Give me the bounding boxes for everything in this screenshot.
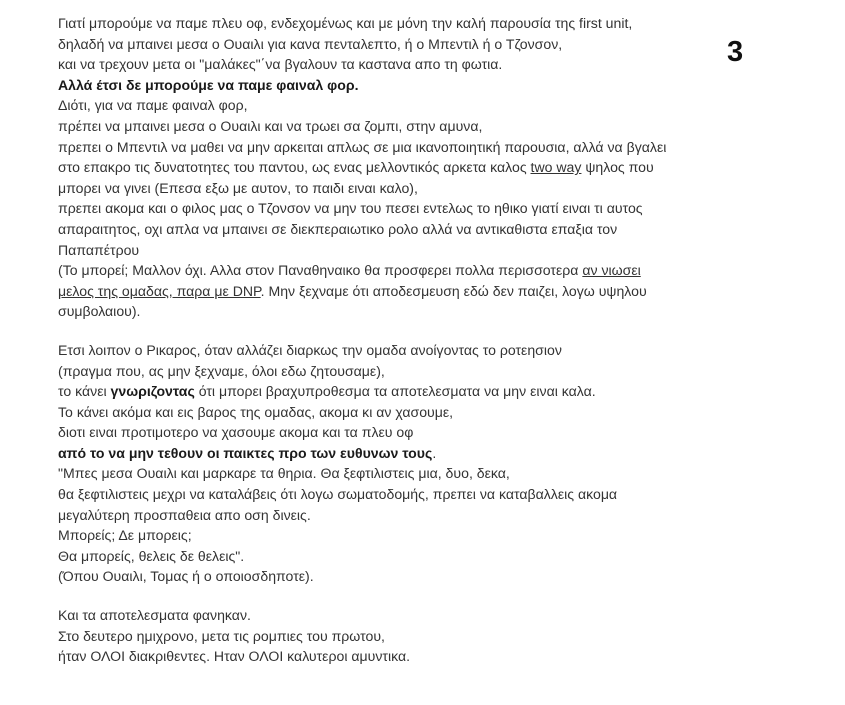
- text-run: πρεπει ακομα και ο φιλος μας ο Τζονσον να μην του πεσει εντελως το ηθικο γιατί ειναι τι αυτος απαραιτητος, οχι απλα να μπαινει σε διεκπεραιωτικο ρολο αλλά να αντικαθιστα επαξια τον Παπαπέτρου: [58, 200, 643, 258]
- paragraph: [58, 340, 668, 587]
- text-run: ήταν ΟΛΟΙ διακριθεντες. Ηταν ΟΛΟΙ καλυτεροι αμυντικα.: [58, 648, 411, 665]
- text-line: [58, 198, 668, 260]
- text-run: το κάνει: [58, 383, 111, 400]
- text-run: πρεπει ο Μπεντιλ να μαθει να μην αρκειται απλως σε μια ικανοποιητική παρουσια, αλλά να βγαλει στο επακρο τις δυνατοτητες του παντου, ως ενας μελλοντικός αρκετα καλος: [58, 138, 667, 176]
- text-run: δηλαδή να μπαινει μεσα ο Ουαιλι για κανα πενταλεπτο, ή ο Μπεντιλ ή ο Τζονσον,: [58, 35, 563, 52]
- text-run: Γιατί μπορούμε να παμε πλευ οφ, ενδεχομένως και με μόνη την καλή παρουσία της first unit,: [58, 15, 633, 31]
- text-run: "Μπες μεσα Ουαιλι και μαρκαρε τα θηρια. Θα ξεφτιλιστεις μια, δυο, δεκα,: [58, 465, 510, 482]
- text-run: Το κάνει ακόμα και εις βαρος της ομαδας, ακομα κι αν χασουμε,: [58, 403, 454, 420]
- text-line: [58, 626, 668, 647]
- bold-text: γνωριζοντας: [110, 383, 195, 400]
- text-run: Θα μπορείς, θελεις δε θελεις".: [58, 547, 245, 564]
- text-line: [58, 463, 668, 484]
- text-line: [58, 13, 668, 34]
- text-run: (Όπου Ουαιλι, Τομας ή ο οποιοσδηποτε).: [58, 568, 314, 585]
- text-line: [58, 34, 668, 55]
- text-line: [58, 546, 668, 567]
- text-line: [58, 402, 668, 423]
- text-line: [58, 95, 668, 116]
- paragraph: [58, 605, 668, 667]
- text-line: [58, 137, 668, 199]
- text-run: θα ξεφτιλιστεις μεχρι να καταλάβεις ότι λογω σωματοδομής, πρεπει να καταβαλλεις ακομα μεγαλύτερη προσπαθεια απο οση δινεις.: [58, 486, 618, 523]
- text-run: Διότι, για να παμε φαιναλ φορ,: [58, 97, 248, 114]
- text-line: [58, 260, 668, 322]
- text-run: και να τρεχουν μετα οι "μαλάκες"΄να βγαλουν τα καστανα απο τη φωτια.: [58, 56, 503, 73]
- text-line: [58, 484, 668, 525]
- text-line: [58, 116, 668, 137]
- text-line: [58, 646, 668, 667]
- bold-text: από το να μην τεθουν οι παικτες προ των ευθυνων τους: [58, 444, 433, 461]
- text-line: [58, 75, 668, 96]
- text-run: . Μην ξεχναμε ότι αποδεσμευση εδώ δεν παιζει, λογω υψηλου συμβολαιου).: [58, 282, 647, 320]
- text-line: [58, 54, 668, 75]
- text-line: [58, 605, 668, 626]
- text-run: Και τα αποτελεσματα φανηκαν.: [58, 607, 251, 624]
- underlined-text: αν νιωσει μελος της ομαδας, παρα με DNP: [58, 262, 641, 299]
- bold-text: Αλλά έτσι δε μπορούμε να παμε φαιναλ φορ.: [58, 76, 359, 93]
- paragraph: [58, 13, 668, 322]
- text-line: [58, 340, 668, 361]
- text-run: πρέπει να μπαινει μεσα ο Ουαιλι και να τρωει σα ζομπι, στην αμυνα,: [58, 117, 483, 134]
- text-run: (πραγμα που, ας μην ξεχναμε, όλοι εδω ζητουσαμε),: [58, 362, 385, 379]
- text-line: [58, 525, 668, 546]
- text-run: Στο δευτερο ημιχρονο, μετα τις ρομπιες του πρωτου,: [58, 627, 385, 644]
- text-line: [58, 361, 668, 382]
- text-run: .: [432, 444, 437, 461]
- text-line: [58, 381, 668, 402]
- text-run: ότι μπορει βραχυπροθεσμα τα αποτελεσματα να μην ειναι καλα.: [194, 383, 596, 400]
- underlined-text: two way: [530, 159, 582, 176]
- text-run: Ετσι λοιπον ο Ρικαρος, όταν αλλάζει διαρκως την ομαδα ανοίγοντας το ροτεησιον: [58, 341, 562, 358]
- page-number: 3: [727, 36, 744, 68]
- text-line: [58, 422, 668, 443]
- text-run: διοτι ειναι προτιμοτερο να χασουμε ακομα και τα πλευ οφ: [58, 424, 414, 441]
- text-run: ψηλος που μπορει να γινει (Επεσα εξω με αυτον, το παιδι ειναι καλο),: [58, 159, 654, 196]
- text-run: (Το μπορεί; Μαλλον όχι. Αλλα στον Παναθηναικο θα προσφερει πολλα περισσοτερα: [58, 262, 583, 279]
- text-run: Μπορείς; Δε μπορεις;: [58, 527, 192, 544]
- text-line: [58, 566, 668, 587]
- post-body: [58, 13, 668, 685]
- text-line: [58, 443, 668, 464]
